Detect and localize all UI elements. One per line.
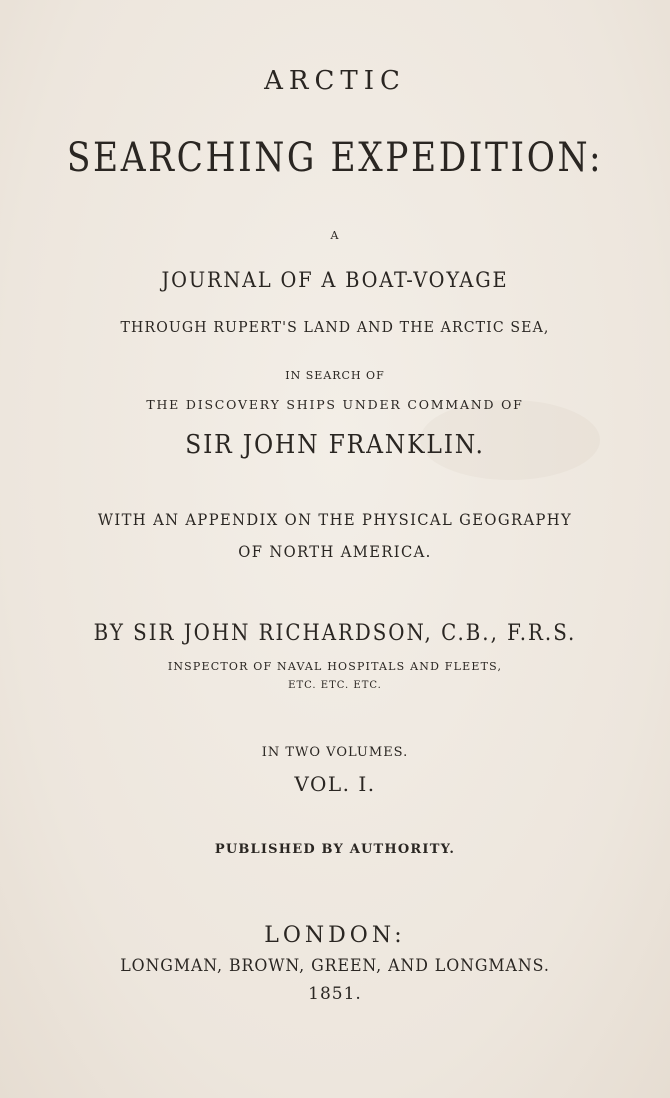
appendix-line-1: WITH AN APPENDIX ON THE PHYSICAL GEOGRAPHY: [97, 510, 573, 529]
volume-number: VOL. I.: [294, 772, 376, 796]
author-etc: ETC. ETC. ETC.: [288, 680, 382, 691]
subtitle-franklin: SIR JOHN FRANKLIN.: [185, 430, 485, 460]
published-by: PUBLISHED BY AUTHORITY.: [214, 842, 456, 857]
author-name: BY SIR JOHN RICHARDSON, C.B., F.R.S.: [93, 621, 577, 646]
imprint-publisher: LONGMAN, BROWN, GREEN, AND LONGMANS.: [120, 956, 550, 976]
subtitle-discovery-ships: THE DISCOVERY SHIPS UNDER COMMAND OF: [146, 397, 524, 412]
subtitle-route: THROUGH RUPERT'S LAND AND THE ARCTIC SEA,: [120, 318, 550, 336]
title-line-arctic: ARCTIC: [264, 66, 406, 96]
author-title: INSPECTOR OF NAVAL HOSPITALS AND FLEETS,: [167, 660, 503, 673]
imprint-year: 1851.: [308, 984, 362, 1004]
imprint-city: LONDON:: [264, 923, 406, 948]
subtitle-in-search-of: IN SEARCH OF: [285, 369, 385, 382]
title-line-searching-expedition: SEARCHING EXPEDITION:: [66, 135, 604, 181]
volume-count: IN TWO VOLUMES.: [261, 745, 409, 760]
subtitle-article: A: [330, 229, 340, 242]
appendix-line-2: OF NORTH AMERICA.: [238, 542, 432, 561]
subtitle-journal: JOURNAL OF A BOAT-VOYAGE: [161, 268, 509, 292]
